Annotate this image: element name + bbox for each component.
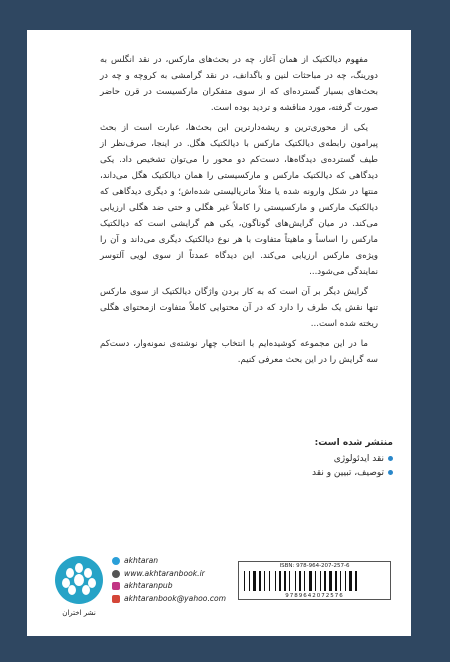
barcode-bar — [333, 571, 334, 591]
barcode-bar — [338, 571, 339, 591]
email-icon — [112, 595, 120, 603]
barcode-bar — [353, 571, 354, 591]
bullet-icon — [388, 456, 393, 461]
barcode-bar — [244, 571, 245, 591]
barcode-bar — [266, 571, 268, 591]
barcode-number: 9789642072576 — [285, 593, 344, 599]
publisher-emblem-icon — [54, 555, 104, 605]
publisher-name: نشر اختران — [62, 609, 96, 617]
contact-telegram[interactable]: akhtaran — [112, 555, 226, 568]
barcode-bar — [304, 571, 305, 591]
barcode-bar — [289, 571, 290, 591]
barcode-bar — [253, 571, 256, 591]
globe-icon — [112, 570, 120, 578]
bullet-icon — [388, 470, 393, 475]
blurb-paragraph-3: گرایش دیگر بر آن است که به کار بردن واژگان دیالکتیک از سوی مارکس تنها نقش یک طرف را دارد که در آن محتوایی کاملاً متفاوت ازمحتوای هگلی ریخته شده است... — [100, 287, 378, 329]
isbn-barcode — [238, 561, 391, 600]
barcode-bar — [315, 571, 316, 591]
barcode-bar — [306, 571, 308, 591]
barcode-bar — [320, 571, 321, 591]
barcode-bar — [262, 571, 263, 591]
barcode-bar — [271, 571, 274, 591]
contact-website[interactable]: www.akhtaranbook.ir — [112, 568, 226, 581]
contact-email[interactable]: akhtaranbook@yahoo.com — [112, 593, 226, 606]
barcode-bar — [249, 571, 250, 591]
barcode-bars — [244, 571, 384, 591]
barcode-bar — [277, 571, 278, 591]
blurb-paragraph-1: مفهوم دیالکتیک از همان آغاز، چه در بحث‌های مارکس، در نقد انگلس به دورینگ، چه در مباحثات لنین و باگدانف، در نقد گرامشی به کروچه و چه در بحث‌های بسیار گسترده‌ای که از سوی متفکران مارکسیست در قرن حاضر صورت گرفته، مورد مناقشه و تردید بوده است. — [100, 55, 378, 113]
published-item: نقد ایدئولوژی — [312, 454, 393, 464]
barcode-bar — [282, 571, 283, 591]
barcode-bar — [324, 571, 326, 591]
barcode-bar — [327, 571, 328, 591]
barcode-bar — [317, 571, 319, 591]
blurb-paragraph-4: ما در این مجموعه کوشیده‌ایم با انتخاب چهار نوشته‌ی نمونه‌وار، دست‌کم سه گرایش را در این بحث معرفی کنیم. — [100, 339, 378, 365]
barcode-bar — [279, 571, 281, 591]
telegram-icon — [112, 557, 120, 565]
barcode-bar — [347, 571, 348, 591]
barcode-bar — [259, 571, 261, 591]
contact-instagram[interactable]: akhtaranpub — [112, 580, 226, 593]
barcode-bar — [295, 571, 296, 591]
barcode-bar — [345, 571, 346, 591]
barcode-bar — [275, 571, 276, 591]
barcode-bar — [264, 571, 265, 591]
barcode-bar — [251, 571, 252, 591]
barcode-bar — [313, 571, 314, 591]
blurb-text — [100, 52, 378, 372]
contact-list — [112, 555, 226, 605]
barcode-bar — [335, 571, 337, 591]
barcode-bar — [284, 571, 286, 591]
blurb-paragraph-2: یکی از محوری‌ترین و ریشه‌دارترین این بحث‌ها، عبارت است از بحث پیرامون رابطه‌ی دیالکتیک مارکس با دیالکتیک هگل. در اینجا، صرف‌نظر از طیف گسترده‌ی دیدگاه‌ها، دست‌کم دو محور را می‌توان تشخیص داد. یکی دیدگاهی که دیالکتیک مارکس و مارکسیستی را همان دیالکتیک هگل می‌داند، منتها در شکل وارونه شده یا مثلاً ماتریالیستی شده‌اش؛ و دیگری دیدگاهی که دیالکتیک مارکس و مارکسیستی را کاملاً غیر هگلی و حتی ضد هگلی ارزیابی می‌کند. در میان گرایش‌های گوناگون، یکی هم گرایشی است که دیالکتیک مارکس را اساساً و ماهیتاً متفاوت با هر نوع دیالکتیک دیگری می‌داند و آن را ویژه‌ی مارکس ارزیابی می‌کند. این دیدگاه عمدتاً از سوی لویی آلتوسر نمایندگی می‌شود... — [100, 123, 378, 277]
barcode-bar — [287, 571, 288, 591]
barcode-bar — [329, 571, 332, 591]
published-header: منتشر شده است: — [314, 438, 393, 448]
barcode-bar — [299, 571, 301, 591]
barcode-bar — [257, 571, 258, 591]
barcode-bar — [309, 571, 312, 591]
barcode-bar — [291, 571, 294, 591]
barcode-bar — [302, 571, 303, 591]
instagram-icon — [112, 582, 120, 590]
barcode-bar — [297, 571, 298, 591]
barcode-bar — [342, 571, 344, 591]
barcode-bar — [355, 571, 357, 591]
isbn-label: ISBN: 978-964-207-257-6 — [279, 563, 350, 569]
barcode-bar — [322, 571, 323, 591]
barcode-bar — [269, 571, 270, 591]
published-item: توصیف، تبیین و نقد — [312, 468, 393, 478]
published-list — [312, 438, 393, 482]
barcode-bar — [349, 571, 352, 591]
barcode-bar — [246, 571, 248, 591]
barcode-bar — [340, 571, 341, 591]
publisher-logo — [53, 555, 105, 617]
